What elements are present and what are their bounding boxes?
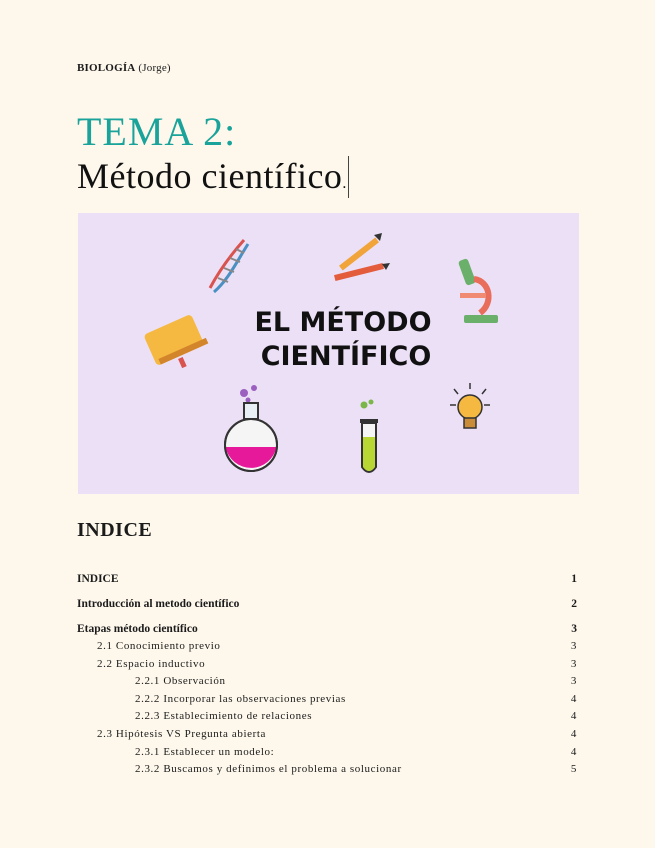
toc-entry-page: 3 (570, 675, 577, 688)
toc-entry[interactable] (77, 675, 579, 693)
toc-entry-page: 3 (570, 657, 577, 670)
toc-entry-label: INDICE (77, 573, 119, 585)
toc-entry-page: 3 (571, 622, 577, 635)
page-title-text: Método científico (77, 156, 343, 196)
toc-entry[interactable] (77, 658, 579, 676)
flask-icon (225, 385, 277, 471)
cover-illustration (78, 213, 579, 494)
author-name: (Jorge) (138, 62, 171, 74)
toc-entry[interactable] (77, 573, 579, 598)
subject-name: BIOLOGÍA (77, 62, 136, 74)
toc-entry[interactable] (77, 728, 579, 746)
toc-entry-label: 2.2.3 Establecimiento de relaciones (135, 710, 313, 723)
toc-entry-label: 2.3.1 Establecer un modelo: (135, 745, 275, 758)
toc-entry[interactable] (77, 710, 579, 728)
index-heading: INDICE (77, 519, 153, 541)
toc-entry-page: 4 (570, 727, 577, 740)
microscope-icon (458, 258, 498, 323)
cover-title-line1: EL MÉTODO (254, 307, 432, 338)
toc-entry-page: 4 (570, 710, 577, 723)
toc-entry-page: 3 (570, 639, 577, 652)
toc-entry[interactable] (77, 746, 579, 764)
toc-entry-label: 2.2 Espacio inductivo (97, 657, 206, 670)
table-of-contents (77, 573, 579, 781)
toc-entry[interactable] (77, 763, 579, 781)
pencils-icon (334, 233, 390, 281)
test-tube-icon (360, 400, 378, 473)
toc-entry-label: 2.2.2 Incorporar las observaciones previas (135, 692, 346, 705)
toc-entry-label: 2.3.2 Buscamos y definimos el problema a solucionar (135, 763, 402, 776)
book-icon (143, 314, 208, 368)
text-cursor (348, 156, 349, 198)
toc-entry-label: Etapas método científico (77, 622, 198, 635)
toc-entry-page: 2 (571, 597, 577, 610)
page-title[interactable] (77, 155, 349, 198)
toc-entry-page: 4 (570, 745, 577, 758)
toc-entry-page: 5 (570, 763, 577, 776)
toc-entry[interactable] (77, 598, 579, 623)
toc-entry-page: 1 (571, 573, 577, 585)
title-period: . (342, 175, 347, 192)
lightbulb-icon (450, 383, 490, 428)
cover-title-line2: CIENTÍFICO (260, 341, 432, 372)
toc-entry-label: 2.2.1 Observación (135, 675, 226, 688)
toc-entry-label: 2.1 Conocimiento previo (97, 639, 221, 652)
toc-entry-label: 2.3 Hipótesis VS Pregunta abierta (97, 727, 266, 740)
toc-entry[interactable] (77, 693, 579, 711)
toc-entry[interactable] (77, 623, 579, 640)
toc-entry-page: 4 (570, 692, 577, 705)
dna-icon (210, 240, 248, 292)
subject-header (77, 62, 171, 74)
cover-illustration-svg (78, 213, 579, 494)
toc-entry-label: Introducción al metodo científico (77, 597, 240, 610)
topic-number: TEMA 2: (77, 109, 237, 154)
toc-entry[interactable] (77, 640, 579, 658)
